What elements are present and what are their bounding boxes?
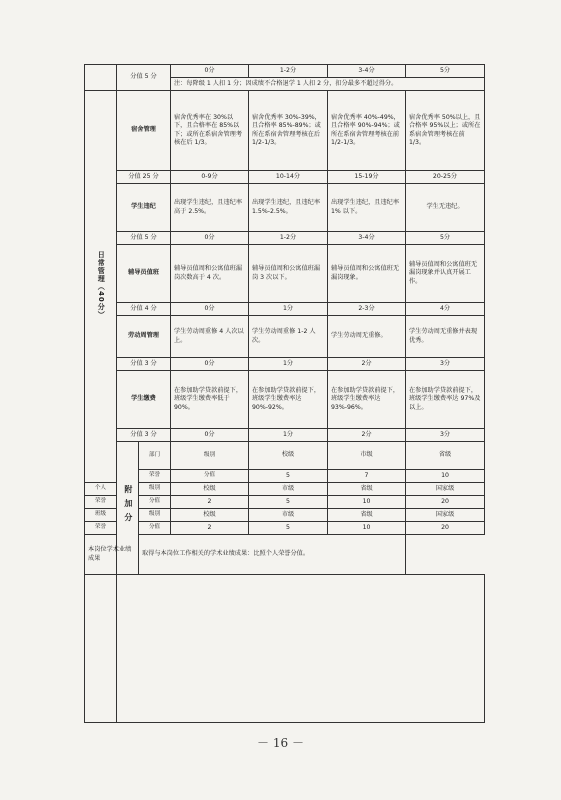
table-row xyxy=(85,171,485,184)
score-cell: 1-2分 xyxy=(249,232,328,245)
criteria-cell: 出现学生违纪，且违纪率 1% 以下。 xyxy=(328,184,406,232)
score-label: 分值 3 分 xyxy=(117,429,171,442)
score-label: 分值 4 分 xyxy=(117,303,171,316)
category-cell: 个人 xyxy=(85,483,117,496)
level-cell: 市级 xyxy=(328,442,406,470)
value-cell: 2 xyxy=(171,496,249,509)
criteria-cell: 辅导员值周和公寓值班无漏岗现象。 xyxy=(328,245,406,303)
level-cell: 校级 xyxy=(171,483,249,496)
level-cell: 校级 xyxy=(249,442,328,470)
table-row xyxy=(85,245,485,303)
table-row xyxy=(85,442,485,470)
daily-management-label: 日常管理（40分） xyxy=(85,91,117,483)
table-row xyxy=(85,316,485,358)
table-row xyxy=(85,470,485,483)
criteria-cell: 辅导员值周和公寓值班漏岗次数高于 4 次。 xyxy=(171,245,249,303)
extra-points-label: 附加分 xyxy=(117,442,139,575)
criteria-cell: 辅导员值周和公寓值班漏岗 3 次以下。 xyxy=(249,245,328,303)
criteria-cell: 宿舍优秀率 30%-39%，且合格率 85%-89%；或所在系宿舍管理考核在后 1/2-1/3。 xyxy=(249,91,328,171)
criteria-cell: 宿舍优秀率在 30%以下，且合格率在 85%以下；或所在系宿舍管理考核在后 1/3。 xyxy=(171,91,249,171)
criteria-cell: 宿舍优秀率 40%-49%，且合格率 90%-94%；或所在系宿舍管理考核在前 1/2-1/3。 xyxy=(328,91,406,171)
academic-text: 取得与本岗位工作相关的学术业绩成果：比照个人荣誉分值。 xyxy=(139,535,406,575)
score-cell: 5分 xyxy=(406,65,485,78)
value-cell: 5 xyxy=(249,522,328,535)
row-label: 学生违纪 xyxy=(117,184,171,232)
value-cell: 10 xyxy=(406,470,485,483)
score-label: 分值 25 分 xyxy=(117,171,171,184)
table-row xyxy=(85,522,485,535)
note-text: 注：每降级 1 人扣 1 分；因成绩不合格退学 1 人扣 2 分，扣分最多不超过得分。 xyxy=(171,78,485,91)
value-cell: 5 xyxy=(249,470,328,483)
blank-cell xyxy=(85,65,117,91)
category-cell: 班级 xyxy=(85,509,117,522)
level-label: 级别 xyxy=(171,442,249,470)
table-row xyxy=(85,371,485,429)
value-cell: 20 xyxy=(406,522,485,535)
table-row xyxy=(85,91,485,171)
value-label: 分值 xyxy=(139,496,171,509)
score-cell: 20-25分 xyxy=(406,171,485,184)
score-cell: 0-9分 xyxy=(171,171,249,184)
level-cell: 国家级 xyxy=(406,509,485,522)
level-label: 级别 xyxy=(139,483,171,496)
level-cell: 省级 xyxy=(328,483,406,496)
value-cell: 20 xyxy=(406,496,485,509)
score-cell: 2-3分 xyxy=(328,303,406,316)
score-cell: 2分 xyxy=(328,358,406,371)
criteria-cell: 学生无违纪。 xyxy=(406,184,485,232)
score-cell: 1分 xyxy=(249,303,328,316)
criteria-cell: 宿舍优秀率 50%以上，且合格率 95%以上；或所在系宿舍管理考核在前 1/3。 xyxy=(406,91,485,171)
row-label: 辅导员值班 xyxy=(117,245,171,303)
criteria-cell: 出现学生违纪，且违纪率 1.5%-2.5%。 xyxy=(249,184,328,232)
score-cell: 0分 xyxy=(171,429,249,442)
score-label: 分值 5 分 xyxy=(117,65,171,91)
score-cell: 1-2分 xyxy=(249,65,328,78)
level-cell: 市级 xyxy=(249,509,328,522)
table-row xyxy=(85,496,485,509)
score-cell: 3-4分 xyxy=(328,232,406,245)
category-cell: 荣誉 xyxy=(139,470,171,483)
score-cell: 0分 xyxy=(171,303,249,316)
table-row xyxy=(85,184,485,232)
row-label: 学生缴费 xyxy=(117,371,171,429)
criteria-cell: 辅导员值周和公寓值班无漏岗现象并认真开展工作。 xyxy=(406,245,485,303)
score-cell: 0分 xyxy=(171,358,249,371)
assessment-table xyxy=(84,64,485,723)
level-cell: 省级 xyxy=(406,442,485,470)
score-cell: 5分 xyxy=(406,232,485,245)
table-row xyxy=(85,65,485,78)
score-cell: 0分 xyxy=(171,232,249,245)
row-label: 劳动周管理 xyxy=(117,316,171,358)
row-label: 宿舍管理 xyxy=(117,91,171,171)
criteria-cell: 在参加助学贷款前提下，班级学生缴费率达 90%-92%。 xyxy=(249,371,328,429)
level-cell: 校级 xyxy=(171,509,249,522)
category-cell: 荣誉 xyxy=(85,522,117,535)
score-cell: 1分 xyxy=(249,358,328,371)
table-row xyxy=(85,303,485,316)
score-label: 分值 5 分 xyxy=(117,232,171,245)
table-row xyxy=(85,429,485,442)
value-cell: 10 xyxy=(328,496,406,509)
academic-label: 本岗位学术业绩成果 xyxy=(85,535,139,575)
table-row xyxy=(85,483,485,496)
score-cell: 10-14分 xyxy=(249,171,328,184)
score-cell: 15-19分 xyxy=(328,171,406,184)
criteria-cell: 在参加助学贷款前提下，班级学生缴费率达 97%及以上。 xyxy=(406,371,485,429)
score-cell: 1分 xyxy=(249,429,328,442)
criteria-cell: 出现学生违纪，且违纪率高于 2.5%。 xyxy=(171,184,249,232)
value-cell: 10 xyxy=(328,522,406,535)
value-cell: 5 xyxy=(249,496,328,509)
value-cell: 2 xyxy=(171,522,249,535)
value-label: 分值 xyxy=(171,470,249,483)
score-cell: 3-4分 xyxy=(328,65,406,78)
criteria-cell: 学生劳动周无重修。 xyxy=(328,316,406,358)
value-label: 分值 xyxy=(139,522,171,535)
score-cell: 4分 xyxy=(406,303,485,316)
value-cell: 7 xyxy=(328,470,406,483)
score-cell: 3分 xyxy=(406,358,485,371)
level-cell: 市级 xyxy=(249,483,328,496)
criteria-cell: 在参加助学贷款前提下，班级学生缴费率低于 90%。 xyxy=(171,371,249,429)
criteria-cell: 学生劳动周重修 4 人次以上。 xyxy=(171,316,249,358)
table-row xyxy=(85,535,485,575)
blank-row xyxy=(85,575,485,723)
score-cell: 3分 xyxy=(406,429,485,442)
criteria-cell: 学生劳动周无重修并表现优秀。 xyxy=(406,316,485,358)
page-number: － 16 － xyxy=(257,736,304,750)
table-row xyxy=(85,509,485,522)
category-cell: 部门 xyxy=(139,442,171,470)
score-label: 分值 3 分 xyxy=(117,358,171,371)
level-cell: 省级 xyxy=(328,509,406,522)
criteria-cell: 学生劳动周重修 1-2 人次。 xyxy=(249,316,328,358)
criteria-cell: 在参加助学贷款前提下，班级学生缴费率达 93%-96%。 xyxy=(328,371,406,429)
table-row xyxy=(85,232,485,245)
category-cell: 荣誉 xyxy=(85,496,117,509)
score-cell: 0分 xyxy=(171,65,249,78)
level-cell: 国家级 xyxy=(406,483,485,496)
table-row xyxy=(85,358,485,371)
level-label: 级别 xyxy=(139,509,171,522)
score-cell: 2分 xyxy=(328,429,406,442)
